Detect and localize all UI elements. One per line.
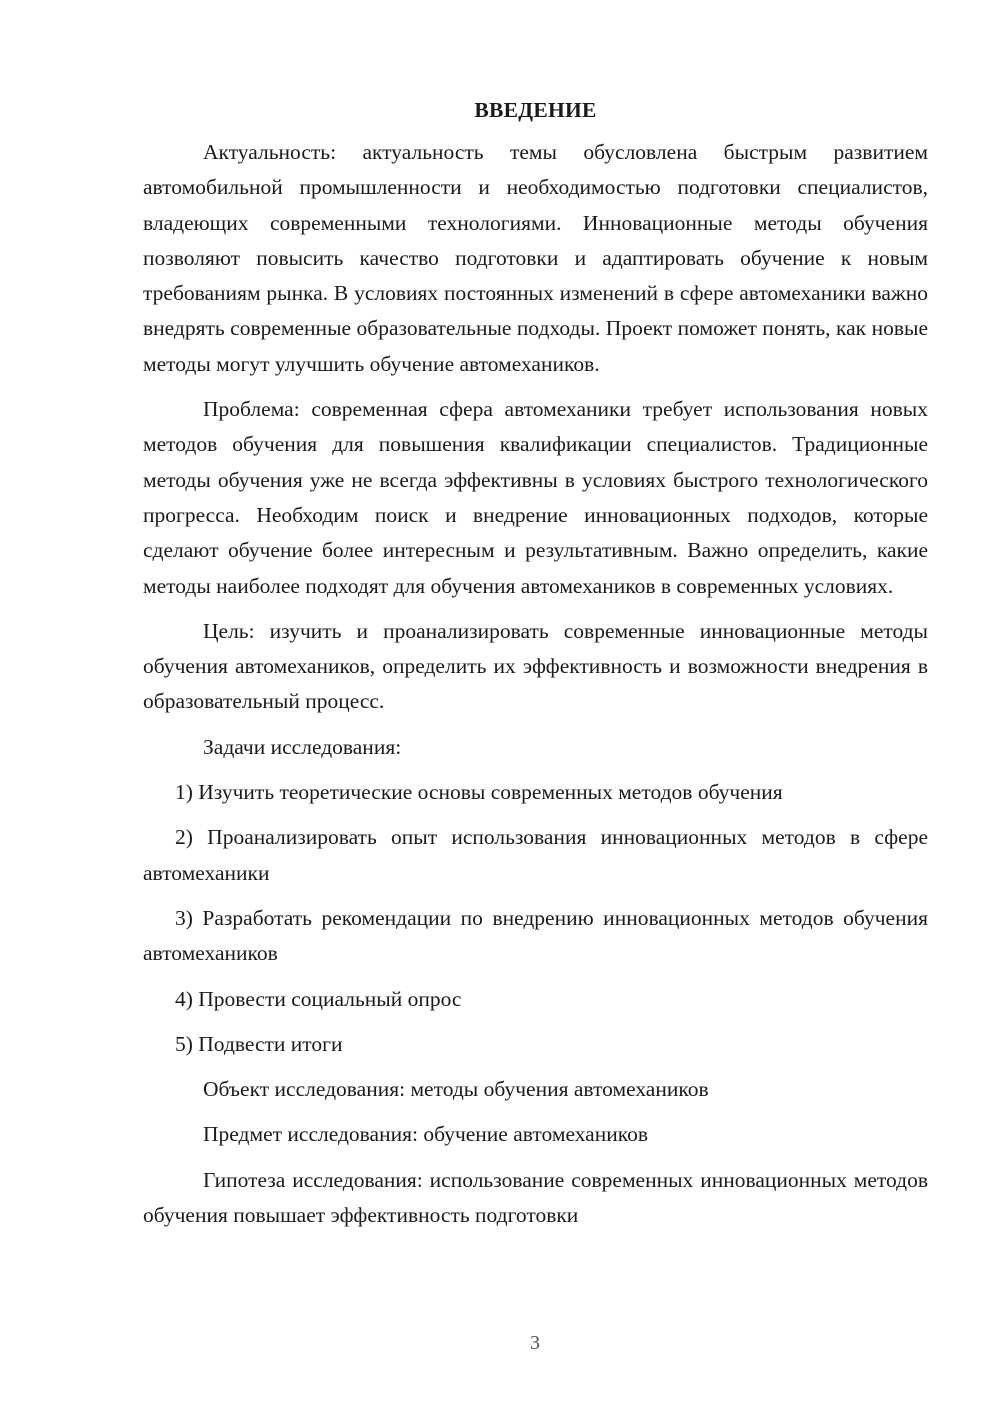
- section-title: ВВЕДЕНИЕ: [474, 98, 597, 122]
- tasks-heading: Задачи исследования:: [203, 734, 402, 759]
- research-hypothesis: Гипотеза исследования: использование современных инновационных методов обучения повышает эффективность подготовки: [143, 1167, 928, 1228]
- document-page: [143, 95, 928, 1233]
- task-item: 1) Изучить теоретические основы современных методов обучения: [175, 780, 783, 805]
- page-number: 3: [530, 1332, 540, 1354]
- research-object: Объект исследования: методы обучения автомехаников: [203, 1077, 709, 1102]
- relevance-paragraph: Актуальность: актуальность темы обусловлена быстрым развитием автомобильной промышленности и необходимостью подготовки специалистов, владеющих современными технологиями. Инновационные методы обучения позволяют повысить качество подготовки и адаптировать обучение к новым требованиям рынка. В условиях постоянных изменений в сфере автомеханики важно внедрять современные образовательные подходы. Проект поможет понять, как новые методы могут улучшить обучение автомехаников.: [143, 140, 928, 376]
- task-item: 4) Провести социальный опрос: [175, 986, 462, 1011]
- task-item: 3) Разработать рекомендации по внедрению инновационных методов обучения автомехаников: [143, 905, 928, 966]
- goal-paragraph: Цель: изучить и проанализировать современные инновационные методы обучения автомехаников, определить их эффективность и возможности внедрения в образовательный процесс.: [143, 618, 928, 714]
- problem-paragraph: Проблема: современная сфера автомеханики требует использования новых методов обучения для повышения квалификации специалистов. Традиционные методы обучения уже не всегда эффективны в условиях быстрого технологического прогресса. Необходим поиск и внедрение инновационных подходов, которые сделают обучение более интересным и результативным. Важно определить, какие методы наиболее подходят для обучения автомехаников в современных условиях.: [143, 397, 928, 598]
- task-item: 2) Проанализировать опыт использования инновационных методов в сфере автомеханики: [143, 825, 928, 885]
- task-item: 5) Подвести итоги: [175, 1031, 343, 1056]
- research-subject: Предмет исследования: обучение автомехаников: [203, 1122, 648, 1147]
